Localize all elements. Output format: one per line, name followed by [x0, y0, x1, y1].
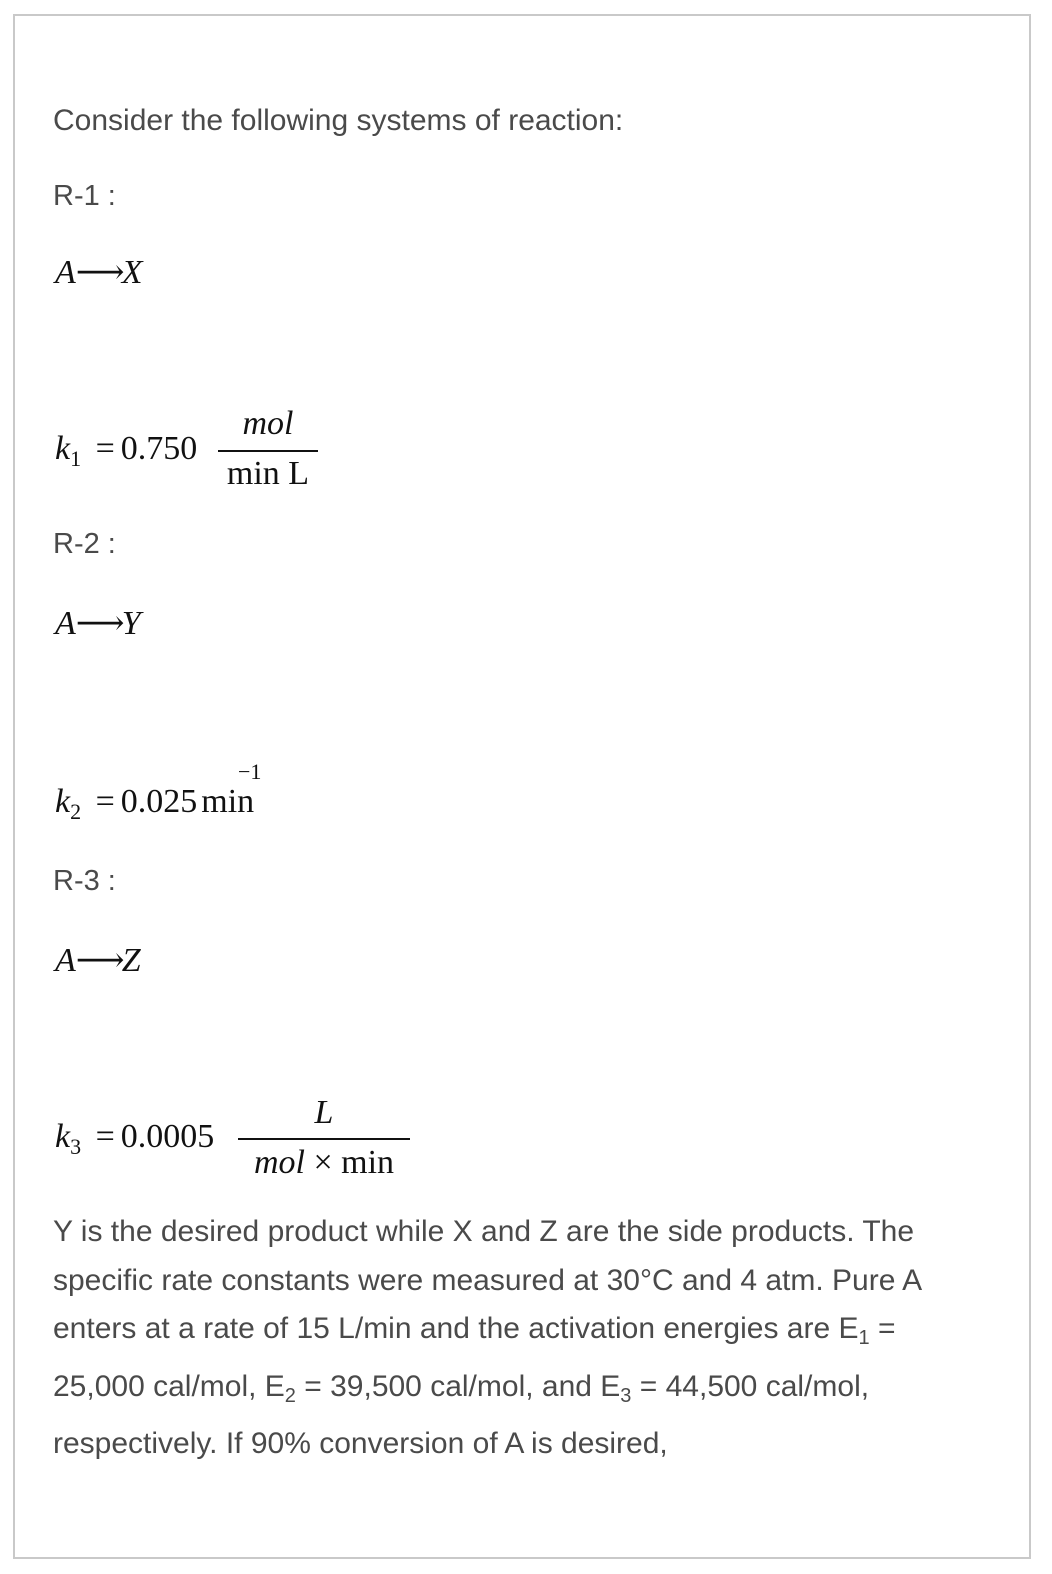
k3-value: 0.0005 [120, 1118, 215, 1155]
k3-symbol: k [55, 1118, 71, 1155]
paragraph-part-1: Y is the desired product while X and Z are the side products. The specific rate constants were measured at 30°C and 4 atm. Pure A enters at a rate of 15 L/min and the activation energies are E [53, 1215, 921, 1345]
reaction-3-arrow: ⟶ [75, 942, 125, 979]
k2-unit: min [201, 783, 255, 820]
k3-index: 3 [70, 1134, 82, 1159]
e1-subscript: 1 [858, 1327, 870, 1349]
k2-value: 0.025 [120, 783, 198, 820]
k3-fraction-bar [238, 1138, 410, 1140]
k2-unit-exponent: −1 [238, 759, 262, 784]
e2-subscript: 2 [284, 1384, 296, 1407]
reaction-3-product: Z [121, 942, 141, 979]
k3-unit-numerator: L [314, 1094, 334, 1131]
k1-unit-fraction [218, 405, 318, 495]
k1-symbol: k [55, 430, 71, 467]
k3-unit-denominator [238, 1144, 410, 1182]
reaction-2-equation [55, 603, 141, 643]
k1-index: 1 [70, 446, 82, 471]
reaction-1-product: X [121, 254, 143, 291]
reaction-3-equation [55, 940, 141, 980]
intro-text: Consider the following systems of reaction: [53, 104, 624, 137]
k3-denominator-mol: mol [253, 1144, 305, 1181]
reaction-2-arrow: ⟶ [75, 605, 125, 642]
k1-unit-denominator: min L [226, 455, 310, 492]
k3-equals: = [95, 1118, 115, 1155]
rate-constant-1 [55, 430, 197, 472]
reaction-2-reactant: A [55, 605, 76, 642]
k3-denominator-min: × min [313, 1144, 395, 1181]
reaction-3-reactant: A [55, 942, 76, 979]
k1-value: 0.750 [120, 430, 198, 467]
k1-fraction-bar [218, 450, 318, 452]
paragraph-part-2: = 25,000 cal/mol, E [53, 1312, 896, 1403]
reaction-2-label: R-2 : [53, 528, 116, 560]
e3-subscript: 3 [620, 1384, 632, 1407]
reaction-1-label: R-1 : [53, 180, 116, 212]
paragraph-part-4: = 44,500 cal/mol, respectively. If 90% conversion of A is desired, [53, 1369, 870, 1460]
reaction-2-product: Y [121, 605, 141, 642]
rate-constant-3 [55, 1118, 214, 1160]
reaction-1-arrow: ⟶ [75, 254, 125, 291]
reaction-1-reactant: A [55, 254, 76, 291]
problem-paragraph [53, 1208, 973, 1469]
paragraph-part-3: = 39,500 cal/mol, and E [295, 1369, 621, 1403]
rate-constant-2 [55, 783, 254, 825]
k2-equals: = [95, 783, 115, 820]
k3-unit-fraction [238, 1094, 410, 1184]
k1-equals: = [95, 430, 115, 467]
k2-index: 2 [70, 799, 82, 824]
reaction-3-label: R-3 : [53, 865, 116, 897]
reaction-1-equation [55, 252, 143, 292]
k2-symbol: k [55, 783, 71, 820]
k1-unit-numerator: mol [242, 405, 294, 442]
